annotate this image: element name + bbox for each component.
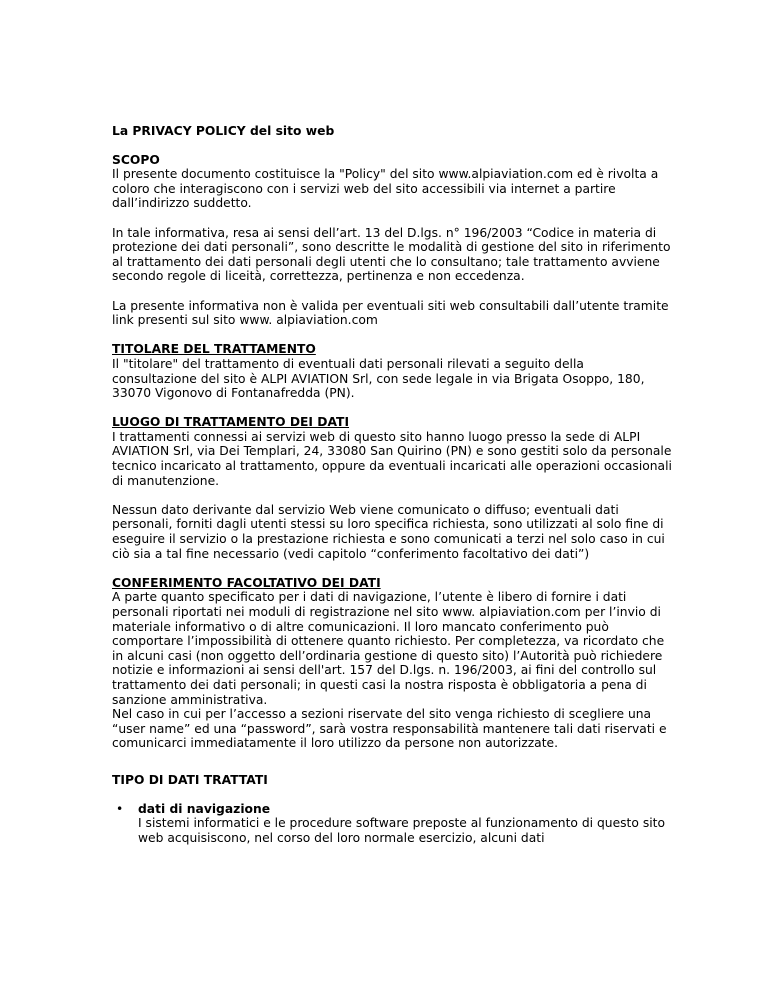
document-page [112, 124, 672, 860]
conferimento-paragraph-1: A parte quanto specificato per i dati di navigazione, l’utente è libero di fornire i dati personali riportati nei moduli di registrazione nel sito www. alpiaviation.com per l’invio di materiale informativo o di altre comunicazioni. Il loro mancato conferimento può comportare l’impossibilità di ottenere quanto richiesto. Per completezza, va ricordato che in alcuni casi (non oggetto dell’ordinaria gestione di questo sito) l’Autorità può richiedere notizie e informazioni ai sensi dell'art. 157 del D.lgs. n. 196/2003, ai fini del controllo sul trattamento dei dati personali; in questi casi la nostra risposta è obbligatoria a pena di sanzione amministrativa. [112, 590, 665, 707]
section-conferimento [112, 576, 672, 751]
section-tipo [112, 773, 672, 845]
list-item [112, 802, 672, 846]
section-luogo [112, 415, 672, 561]
titolare-paragraph-1: Il "titolare" del trattamento di eventuali dati personali rilevati a seguito della consultazione del sito è ALPI AVIATION Srl, con sede legale in via Brigata Osoppo, 180, 33070 Vigonovo di Fontanafredda (PN). [112, 356, 645, 401]
bullet-icon: • [116, 801, 124, 816]
section-heading-titolare: TITOLARE DEL TRATTAMENTO [112, 342, 316, 357]
list-item-text: I sistemi informatici e le procedure software preposte al funzionamento di questo sito web acquisiscono, nel corso del loro normale esercizio, alcuni dati [138, 816, 665, 845]
scopo-paragraph-1: Il presente documento costituisce la "Policy" del sito www.alpiaviation.com ed è rivolta a coloro che interagiscono con i servizi web del sito accessibili via internet a partire dall’indirizzo suddetto. [112, 167, 659, 211]
luogo-paragraph-2: Nessun dato derivante dal servizio Web viene comunicato o diffuso; eventuali dati personali, forniti dagli utenti stessi su loro specifica richiesta, sono utilizzati al solo fine di eseguire il servizio o la prestazione richiesta e sono comunicati a terzi nel solo caso in cui ciò sia a tal fine necessario (vedi capitolo “conferimento facoltativo dei dati”) [112, 502, 665, 561]
section-heading-luogo: LUOGO DI TRATTAMENTO DEI DATI [112, 415, 350, 430]
bullet-list [112, 802, 672, 846]
list-item-title: dati di navigazione [138, 801, 271, 816]
document-title: La PRIVACY POLICY del sito web [112, 124, 335, 138]
section-titolare [112, 342, 672, 400]
section-heading-scopo: SCOPO [112, 152, 160, 167]
section-heading-tipo: TIPO DI DATI TRATTATI [112, 772, 268, 787]
section-scopo [112, 153, 672, 328]
scopo-paragraph-2: In tale informativa, resa ai sensi dell’art. 13 del D.lgs. n° 196/2003 “Codice in materia di protezione dei dati personali”, sono descritte le modalità di gestione del sito in riferimento al trattamento dei dati personali degli utenti che lo consultano; tale trattamento avviene secondo regole di liceità, correttezza, pertinenza e non eccedenza. [112, 225, 671, 284]
conferimento-paragraph-2: Nel caso in cui per l’accesso a sezioni riservate del sito venga richiesto di scegliere una “user name” ed una “password”, sarà vostra responsabilità mantenere tali dati riservati e comunicarci immediatamente il loro utilizzo da persone non autorizzate. [112, 707, 667, 751]
section-heading-conferimento: CONFERIMENTO FACOLTATIVO DEI DATI [112, 575, 381, 590]
luogo-paragraph-1: I trattamenti connessi ai servizi web di questo sito hanno luogo presso la sede di ALPI AVIATION Srl, via Dei Templari, 24, 33080 San Quirino (PN) e sono gestiti solo da personale tecnico incaricato al trattamento, oppure da eventuali incaricati alle operazioni occasionali di manutenzione. [112, 429, 672, 488]
scopo-paragraph-3: La presente informativa non è valida per eventuali siti web consultabili dall’utente tramite link presenti sul sito www. alpiaviation.com [112, 298, 669, 328]
